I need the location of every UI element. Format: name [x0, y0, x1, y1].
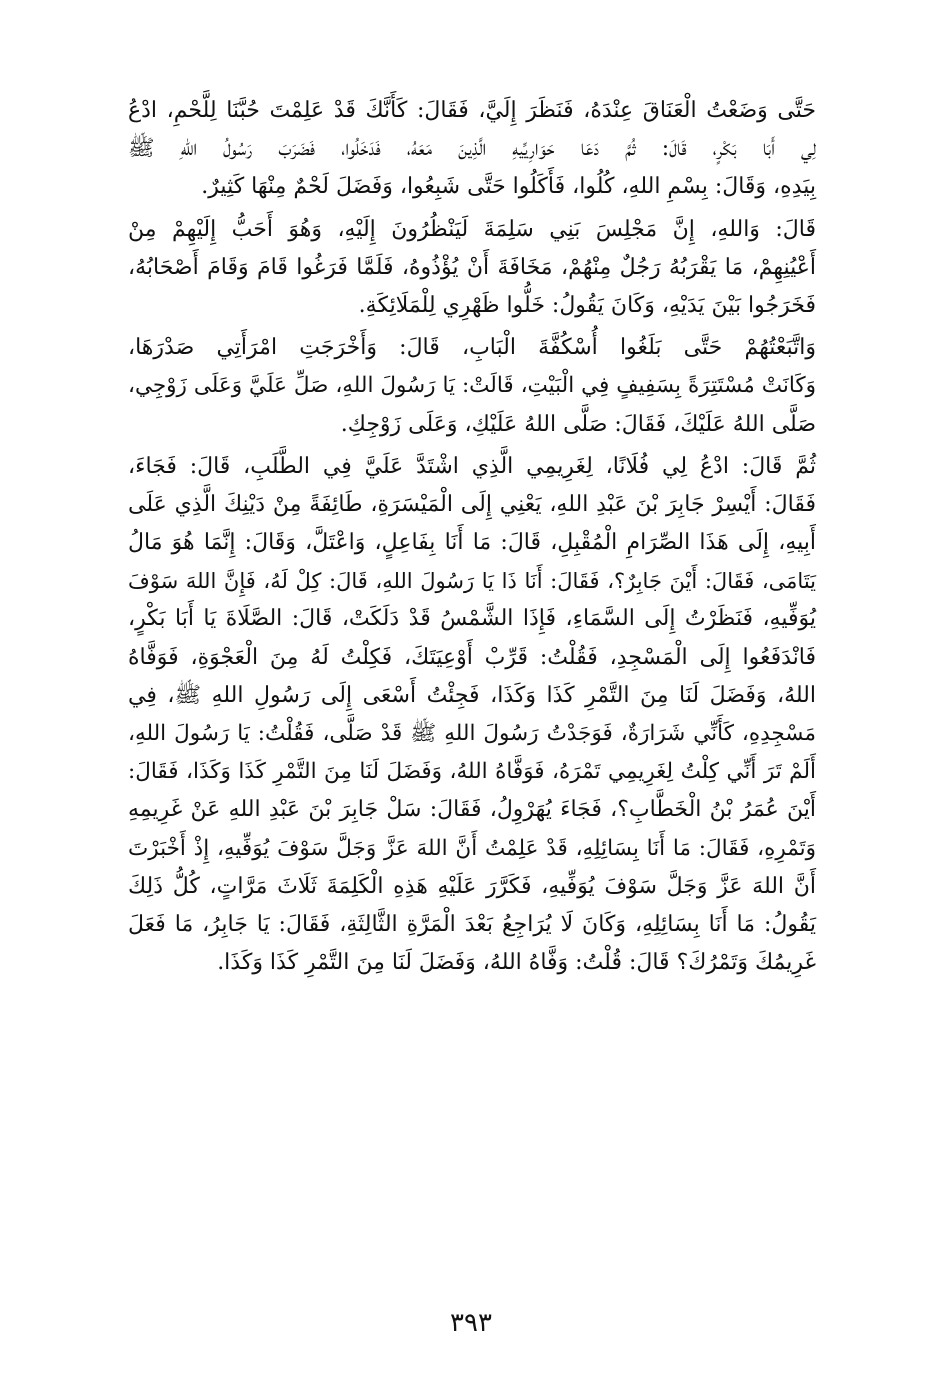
text-line: يَتَامَى، فَقَالَ: أَيْنَ جَابِرٌ؟، فَقَالَ: أَنَا ذَا يَا رَسُولَ اللهِ، قَالَ: كِلْ لَهُ، فَإِنَّ اللهَ سَوْفَ	[128, 569, 816, 594]
text-line: وَتَمْرِهِ، فَقَالَ: مَا أَنَا بِسَائِلِهِ، قَدْ عَلِمْتُ أَنَّ اللهَ عَزَّ وَجَلَّ سَوْفَ يُوَفِّيهِ، إِذْ أَخْبَرْتَ	[128, 835, 816, 861]
paragraph-4	[128, 448, 816, 983]
paragraph-3	[128, 329, 816, 444]
text-line: صَلَّى اللهُ عَلَيْكَ، فَقَالَ: صَلَّى اللهُ عَلَيْكِ، وَعَلَى زَوْجِكِ.	[340, 411, 816, 437]
text-line: فَانْدَفَعُوا إِلَى الْمَسْجِدِ، فَقُلْتُ: قَرِّبْ أَوْعِيَتَكَ، فَكِلْتُ لَهُ مِنَ الْعَجْوَةِ، فَوَفَّاهُ	[128, 644, 816, 670]
text-line: يَقُولُ: مَا أَنَا بِسَائِلِهِ، وَكَانَ لَا يُرَاجِعُ بَعْدَ الْمَرَّةِ الثَّالِثَةِ، فَقَالَ: يَا جَابِرُ، مَا فَعَلَ	[128, 911, 816, 937]
text-line: أَبِيهِ، إِلَى هَذَا الصِّرَامِ الْمُقْبِلِ، قَالَ: مَا أَنَا بِفَاعِلٍ، وَاعْتَلَّ، وَقَالَ: إِنَّمَا هُوَ مَالُ	[128, 530, 816, 556]
text-line: أَعْيُنِهِمْ، مَا يَقْرَبُهُ رَجُلٌ مِنْهُمْ، مَخَافَةَ أَنْ يُؤْذُوهُ، فَلَمَّا فَرَغُوا قَامَ وَقَامَ أَصْحَابُهُ،	[128, 254, 816, 280]
text-line: أَلَمْ تَرَ أَنِّي كِلْتُ لِغَرِيمِي تَمْرَهُ، فَوَفَّاهُ اللهُ، وَفَضَلَ لَنَا مِنَ التَّمْرِ كَذَا وَكَذَا، فَقَالَ:	[128, 759, 816, 785]
text-line: وَاتَّبَعْتُهُمْ حَتَّى بَلَغُوا أُسْكُفَّةَ الْبَابِ، قَالَ: وَأَخْرَجَتِ امْرَأَتِي صَدْرَهَا،	[128, 335, 816, 361]
page-number: ٣٩٣	[450, 1308, 492, 1338]
text-line: أَنَّ اللهَ عَزَّ وَجَلَّ سَوْفَ يُوَفِّيهِ، فَكَرَّرَ عَلَيْهِ هَذِهِ الْكَلِمَةَ ثَلَاثَ مَرَّاتٍ، كُلُّ ذَلِكَ	[128, 873, 816, 899]
text-line: أَيْنَ عُمَرُ بْنُ الْخَطَّابِ؟، فَجَاءَ يُهَرْوِلُ، فَقَالَ: سَلْ جَابِرَ بْنَ عَبْدِ اللهِ عَنْ غَرِيمِهِ	[128, 797, 816, 823]
text-line: بِيَدِهِ، وَقَالَ: بِسْمِ اللهِ، كُلُوا، فَأَكَلُوا حَتَّى شَبِعُوا، وَفَضَلَ لَحْمٌ مِنْهَا كَثِيرٌ.	[201, 174, 816, 200]
text-line: ثُمَّ قَالَ: ادْعُ لِي فُلَانًا، لِغَرِيمِي الَّذِي اشْتَدَّ عَلَيَّ فِي الطَّلَبِ، قَالَ: فَجَاءَ،	[128, 453, 816, 479]
text-line: فَخَرَجُوا بَيْنَ يَدَيْهِ، وَكَانَ يَقُولُ: خَلُّوا ظَهْرِي لِلْمَلَائِكَةِ.	[358, 292, 816, 318]
text-line: وَكَانَتْ مُسْتَتِرَةً بِسَفِيفٍ فِي الْبَيْتِ، قَالَتْ: يَا رَسُولَ اللهِ، صَلِّ عَلَيَّ وَعَلَى زَوْجِي،	[128, 373, 816, 399]
paragraph-1	[128, 92, 816, 207]
paragraph-2	[128, 211, 816, 326]
body-text	[128, 92, 816, 982]
text-line: قَالَ: وَاللهِ، إِنَّ مَجْلِسَ بَنِي سَلِمَةَ لَيَنْظُرُونَ إِلَيْهِ، وَهُوَ أَحَبُّ إِلَيْهِمْ مِنْ	[128, 216, 816, 242]
text-line: اللهُ، وَفَضَلَ لَنَا مِنَ التَّمْرِ كَذَا وَكَذَا، فَجِئْتُ أَسْعَى إِلَى رَسُولِ اللهِ ﷺ، فِي	[128, 682, 816, 708]
text-line: غَرِيمُكَ وَتَمْرُكَ؟ قَالَ: قُلْتُ: وَفَّاهُ اللهُ، وَفَضَلَ لَنَا مِنَ التَّمْرِ كَذَا وَكَذَا.	[217, 950, 816, 976]
text-line: لِي أَبَا بَكْرٍ، قَالَ: ثُمَّ دَعَا حَوَارِيِّيهِ الَّذِينَ مَعَهُ، فَدَخَلُوا، فَضَرَبَ رَسُولُ اللهِ ﷺ	[128, 136, 816, 162]
text-line: مَسْجِدِهِ، كَأَنِّي شَرَارَةٌ، فَوَجَدْتُ رَسُولَ اللهِ ﷺ قَدْ صَلَّى، فَقُلْتُ: يَا رَسُولَ اللهِ،	[128, 721, 816, 746]
text-line: فَقَالَ: أَيْسِرْ جَابِرَ بْنَ عَبْدِ اللهِ، يَعْنِي إِلَى الْمَيْسَرَةِ، طَائِفَةً مِنْ دَيْنِكَ الَّذِي عَلَى	[128, 491, 816, 517]
text-line: حَتَّى وَضَعْتُ الْعَنَاقَ عِنْدَهُ، فَنَظَرَ إِلَيَّ، فَقَالَ: كَأَنَّكَ قَدْ عَلِمْتَ حُبَّنَا لِلَّحْمِ، ادْعُ	[128, 98, 816, 123]
text-line: يُوَفِّيهِ، فَنَظَرْتُ إِلَى السَّمَاءِ، فَإِذَا الشَّمْسُ قَدْ دَلَكَتْ، قَالَ: الصَّلَاةَ يَا أَبَا بَكْرٍ،	[128, 606, 816, 632]
